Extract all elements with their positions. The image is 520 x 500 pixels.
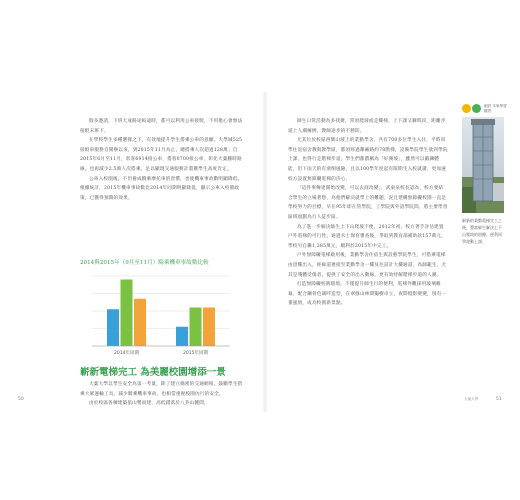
bar-chart: [80, 272, 235, 360]
section-logo: [462, 104, 508, 114]
chart-bar: [190, 308, 202, 347]
right-paragraph: 打造無障礙校園環境，不僅提升師生行的便利，電梯外觀採用玻璃帷幕，配合鋼骨色調呼造型，在翠綠山林間獨樹卓立，夜間燈影變變，別有一番風情，成為校園新景點。: [288, 282, 447, 307]
photo-caption: 嶄新的業勤電梯完工之後，豐富師生解決上下山爬坡的困擾，便利同學遊動上課。: [462, 218, 502, 244]
chart-bar: [121, 280, 133, 347]
logo-mark-green: [472, 104, 481, 113]
chart-bar: [176, 327, 188, 346]
right-paragraph: 師生日常活動為多找捷，常須爬坡或走樓梯，上下課又棘時段，距離步道上人潮擁擠，教師途步的不勝防。: [288, 119, 446, 134]
right-paragraph: 尤其位於校區西側山坡上的業勤學舍，共有700多位學生入住，平時同學往返宿舍教與教學區，都須經過鄰廠路約78階梯，設備學院學生欲到學院上課，也得行走階梯步道。學生們都戲稱為「好漢坡」，雖然可以鍛鍊體能，但下雨天的有滑倒風險，且以100學年度起有限期生入校就讀，更加速校方設置無障礙電梯的決心。: [288, 138, 448, 182]
right-paragraph: 為了進一步解決師生上下山爬坡不便，2012年初，校方著手評估建置戶外電梯的可行性，通過水土保育審查後，爭取到教育部補助款157萬元，學校另自籌1,385萬元，順利於2015年中完工。: [288, 224, 446, 249]
chart-bar: [134, 299, 146, 346]
left-paragraph: 公車入校園後，不但養成騎乘摩托車的習慣，也使機車事故數明顯降低。根據統計，2015年機車事故數比2014年同期明顯降低，顯示公車入校園政策，已獲得預期的效果。: [80, 176, 243, 201]
left-top-text: [80, 117, 245, 203]
logo-mark-yellow: [462, 104, 471, 113]
left-paragraph: 在學校學生多種選擇之下，有效地提升學生搭乘公車的意願。大學城525接駁車服務自開辦以來，到2015年11月為止，總搭乘人次超過128萬；自2015年6月至11月，彰客6914接公車，搭客0700接公車，彰化大葉騰時路線，也再減少2.5萬人次搭乘。足以顯現交通服務計畫獲學生高度肯定。: [80, 138, 243, 172]
chart-title: 2014與2015年（9月至11月）騎乘機車事故數比較: [80, 260, 209, 266]
left-paragraph: 由於校區各棟建築依山勢而建，高低錯落於八卦山麓間，: [89, 401, 209, 407]
left-paragraph: 大葉大學以學生安全為第一考量，除了建立綿密的交通網絡，鼓勵學生搭乘大眾運輸工具，減少騎乘機車事故，也相當重視校園內行的安全。: [80, 382, 243, 397]
elevator-tower-photo: [462, 117, 504, 213]
page-number-right: 51: [496, 397, 502, 402]
chart-svg: [80, 272, 235, 360]
x-tick-label: 2014年同期: [114, 351, 139, 356]
elevator-illustration: [462, 117, 504, 213]
chart-bar: [203, 308, 215, 347]
x-tick-label: 2015年同期: [183, 351, 208, 356]
left-paragraph: 假多邀請，下班天成路途較遠時，都可以利用公車接駁，不用擔心會無法接駁末班下。: [80, 119, 243, 134]
logo-text: 創設 未來學習願景: [484, 104, 507, 113]
section-heading: 嶄新電梯完工 為美麗校園增添一景: [80, 367, 226, 378]
right-text: [288, 117, 448, 309]
right-paragraph: 戶外無障礙電梯啟用後，業勤學舍住宿生與設藝學院學生，可搭乘電梯由頂樓出入，經廊道連接至業勤學舍一樓及往設計大樓通道，為師範生，尤其是殘體受傷者，提供了安全的出入動線，更有效紓解階梯步道的人潮。: [288, 253, 447, 278]
chart-bar: [107, 309, 119, 346]
page-number-left: 50: [18, 397, 24, 402]
left-bottom-text: [80, 380, 245, 409]
right-paragraph: 「這件事傳達開始改變，可以去商改變」，武東泉校長認為，校方要結合學生的立場著想，為他們解決就學上的難題，況且建構無障礙校園一直是學校努力的目標，早在95年即在管學院，工學院與外語學院間，將主要學習區域規劃為行人徒步區。: [288, 186, 448, 220]
footer-label: 大葉大學: [464, 397, 479, 401]
